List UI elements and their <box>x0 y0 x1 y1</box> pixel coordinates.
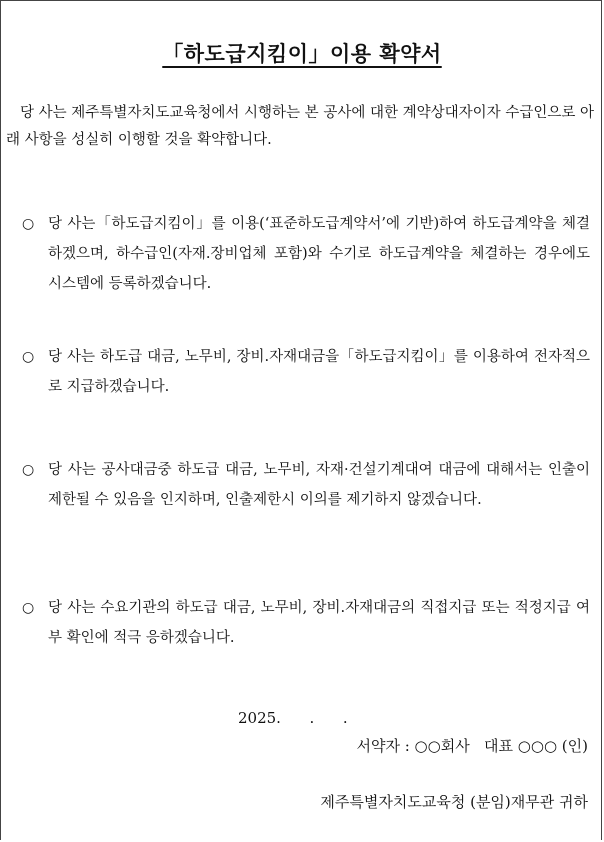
pledge-item-text: 당 사는 하도급 대금, 노무비, 장비.자재대금을「하도급지킴이」를 이용하여 전자적으로 지급하겠습니다. <box>48 349 590 395</box>
document-title <box>0 38 604 68</box>
signer-line: 서약자 : ○○회사 대표 ○○○ (인) <box>356 737 588 755</box>
pledge-item-1 <box>22 209 590 299</box>
pledge-item-2 <box>22 342 590 402</box>
circle-bullet-icon: ○ <box>22 349 35 365</box>
document-title-text: 「하도급지킴이」이용 확약서 <box>162 41 442 66</box>
circle-bullet-icon: ○ <box>22 462 35 478</box>
pledge-item-text: 당 사는「하도급지킴이」를 이용(‘표준하도급계약서’에 기반)하여 하도급계약을 체결하겠으며, 하수급인(자재.장비업체 포함)와 수기로 하도급계약을 체결하는 경우에도 시스템에 등록하겠습니다. <box>48 216 590 292</box>
circle-bullet-icon: ○ <box>22 600 35 616</box>
pledge-item-4 <box>22 593 590 653</box>
intro-paragraph: 당 사는 제주특별자치도교육청에서 시행하는 본 공사에 대한 계약상대자이자 수급인으로 아래 사항을 성실히 이행할 것을 확약합니다. <box>6 105 594 148</box>
circle-bullet-icon: ○ <box>22 216 35 232</box>
pledge-item-text: 당 사는 공사대금중 하도급 대금, 노무비, 자재·건설기계대여 대금에 대해서는 인출이 제한될 수 있음을 인지하며, 인출제한시 이의를 제기하지 않겠습니다. <box>48 462 590 508</box>
pledge-item-3 <box>22 455 590 515</box>
recipient-line: 제주특별자치도교육청 (분임)재무관 귀하 <box>320 793 588 811</box>
signing-date: 2025. . . <box>238 709 348 727</box>
pledge-item-text: 당 사는 수요기관의 하도급 대금, 노무비, 장비.자재대금의 직접지급 또는 적정지급 여부 확인에 적극 응하겠습니다. <box>48 600 590 646</box>
